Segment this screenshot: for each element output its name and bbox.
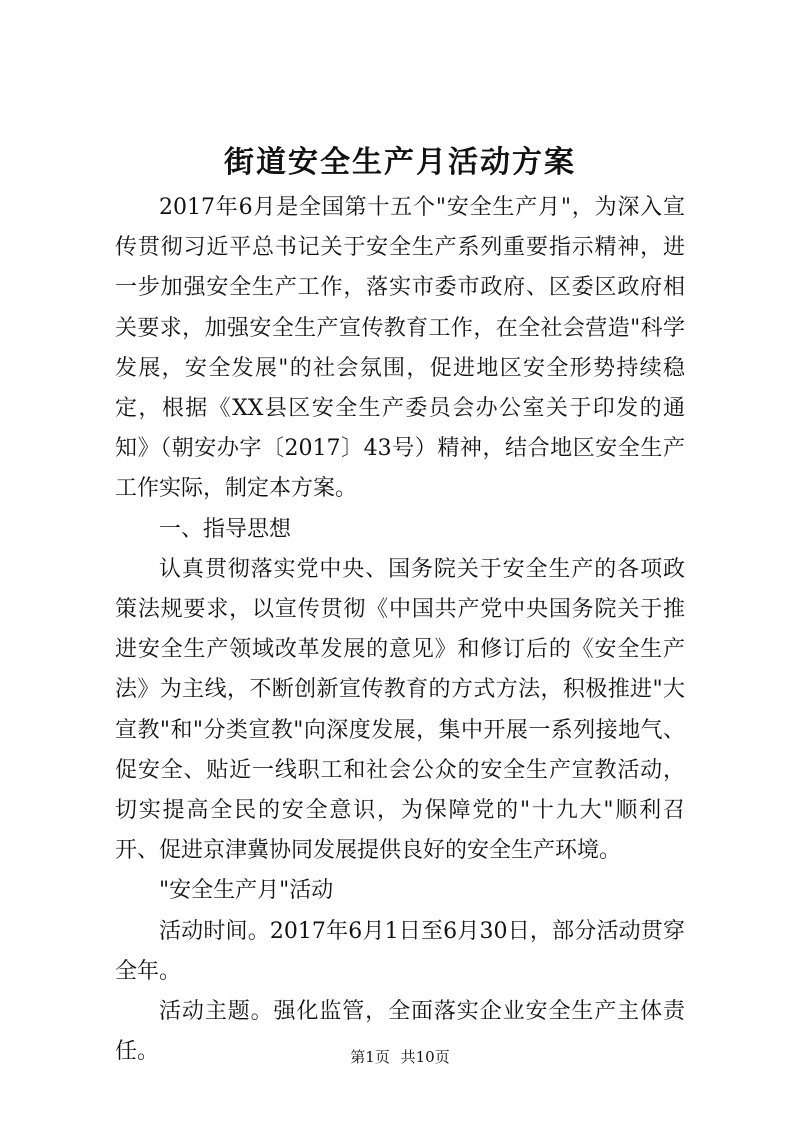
page-total: 共10页 [400,1048,450,1066]
intro-paragraph: 2017年6月是全国第十五个"安全生产月"，为深入宣传贯彻习近平总书记关于安全生产系列重要指示精神，进一步加强安全生产工作，落实市委市政府、区委区政府相关要求，加强安全生产宣传教育工作，在全社会营造"科学发展，安全发展"的社会氛围，促进地区安全形势持续稳定，根据《XX县区安全生产委员会办公室关于印发的通知》（朝安办字〔2017〕43号）精神，结合地区安全生产工作实际，制定本方案。 [115,195,685,502]
document-body [115,188,685,1072]
activity-theme-paragraph: 活动主题。强化监管，全面落实企业安全生产主体责任。 [115,999,685,1065]
section-heading-guiding-thought: 一、指导思想 [159,516,292,542]
section-heading-activity: "安全生产月"活动 [159,878,334,904]
document-title: 街道安全生产月活动方案 [224,145,576,180]
page-footer [0,1048,800,1066]
page-number: 第1页 [350,1048,390,1066]
activity-time-paragraph: 活动时间。2017年6月1日至6月30日，部分活动贯穿全年。 [115,918,685,984]
guiding-thought-paragraph: 认真贯彻落实党中央、国务院关于安全生产的各项政策法规要求，以宣传贯彻《中国共产党中央国务院关于推进安全生产领域改革发展的意见》和修订后的《安全生产法》为主线，不断创新宣传教育的方式方法，积极推进"大宣教"和"分类宣教"向深度发展，集中开展一系列接地气、促安全、贴近一线职工和社会公众的安全生产宣教活动，切实提高全民的安全意识，为保障党的"十九大"顺利召开、促进京津冀协同发展提供良好的安全生产环境。 [115,556,685,864]
